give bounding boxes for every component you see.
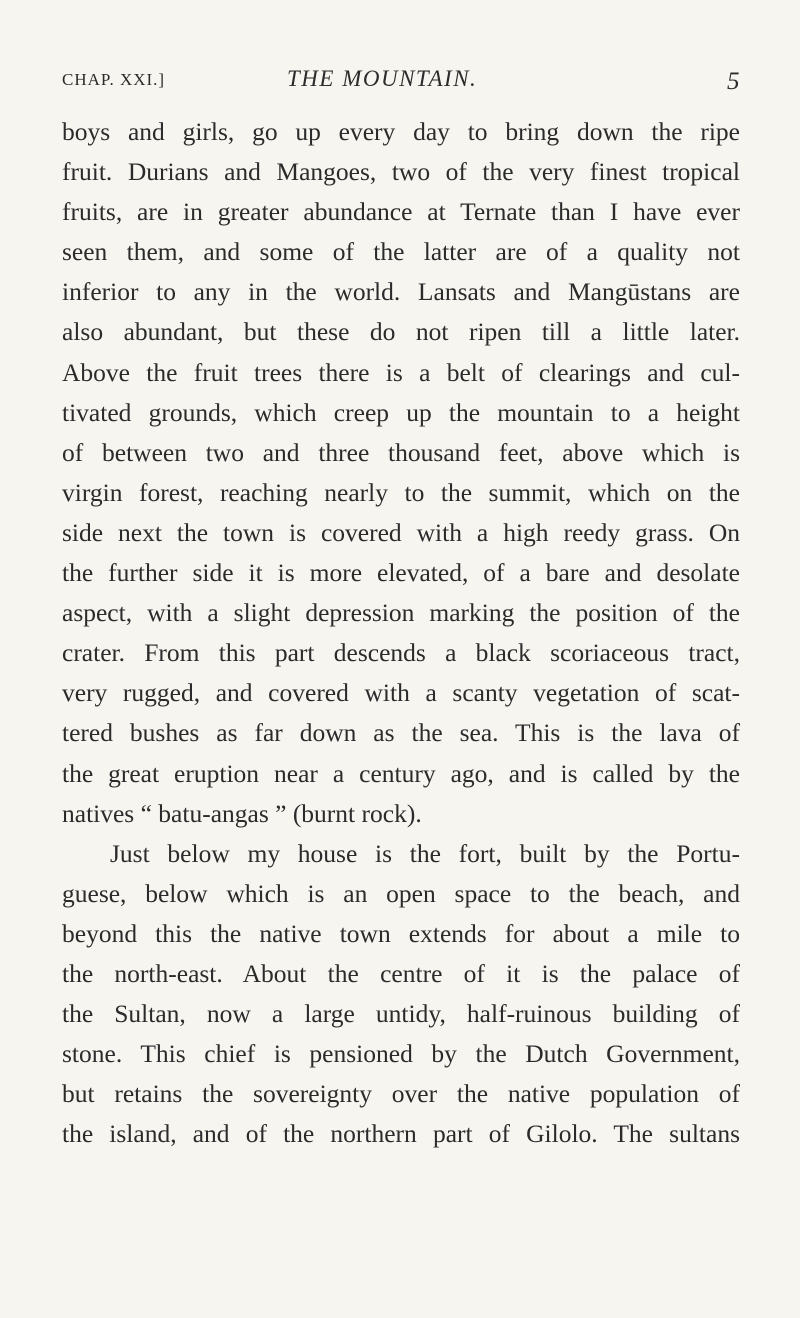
text-line: aspect, with a slight depression marking the position of the	[62, 598, 740, 628]
text-line: the island, and of the northern part of Gilolo. The sultans	[62, 1119, 740, 1149]
text-line: fruits, are in greater abundance at Ternate than I have ever	[62, 197, 740, 227]
text-line: side next the town is covered with a high reedy grass. On	[62, 517, 740, 547]
text-line: the north-east. About the centre of it is the palace of	[62, 958, 740, 988]
text-line: the Sultan, now a large untidy, half-ruinous building of	[62, 999, 740, 1029]
text-line: seen them, and some of the latter are of a quality not	[62, 237, 740, 267]
text-line: also abundant, but these do not ripen till a little later.	[62, 317, 740, 347]
text-line: virgin forest, reaching nearly to the summit, which on the	[62, 477, 740, 507]
text-line: the further side it is more elevated, of a bare and desolate	[62, 558, 740, 588]
chapter-label: CHAP. XXI.]	[62, 70, 166, 89]
text-line: boys and girls, go up every day to bring down the ripe	[62, 117, 740, 146]
page-title: THE MOUNTAIN.	[287, 66, 478, 91]
text-line: fruit. Durians and Mangoes, two of the very finest tropical	[62, 157, 740, 187]
text-line: tivated grounds, which creep up the mountain to a height	[62, 397, 740, 427]
page-number: 5	[727, 68, 740, 95]
text-line: crater. From this part descends a black scoriaceous tract,	[62, 638, 740, 668]
text-line: Above the fruit trees there is a belt of clearings and cul-	[62, 357, 740, 387]
text-line: of between two and three thousand feet, above which is	[62, 437, 740, 467]
body-text	[62, 112, 740, 1154]
text-line: stone. This chief is pensioned by the Dutch Government,	[62, 1039, 740, 1069]
text-line: guese, below which is an open space to the beach, and	[62, 878, 740, 908]
running-head	[62, 66, 740, 98]
text-line: the great eruption near a century ago, and is called by the	[62, 758, 740, 788]
text-line: Just below my house is the fort, built by the Portu-	[110, 838, 740, 868]
text-line: tered bushes as far down as the sea. This is the lava of	[62, 718, 740, 748]
text-line: inferior to any in the world. Lansats and Mangūstans are	[62, 277, 740, 307]
text-line: natives “ batu-angas ” (burnt rock).	[62, 798, 422, 828]
text-line: beyond this the native town extends for about a mile to	[62, 918, 740, 948]
text-line: but retains the sovereignty over the native population of	[62, 1079, 740, 1109]
text-line: very rugged, and covered with a scanty vegetation of scat-	[62, 678, 740, 708]
